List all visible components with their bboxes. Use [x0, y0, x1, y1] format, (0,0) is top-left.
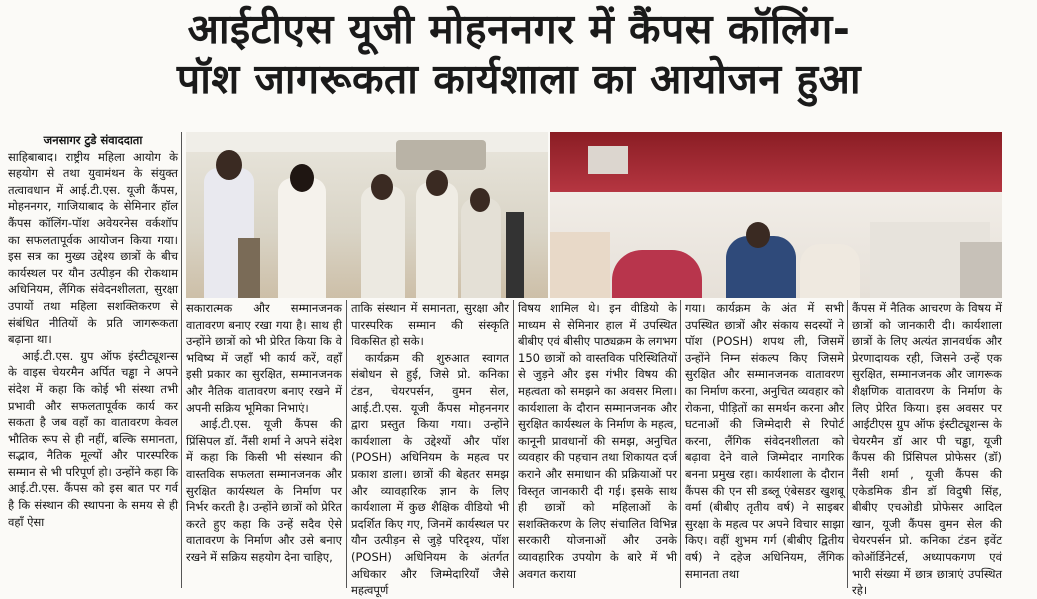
col5-paragraph-1: गया। कार्यक्रम के अंत में सभी उपस्थित छात्रों और संकाय सदस्यों ने पॉश (POSH) शपथ ली, जिसमें उन्होंने निम्न संकल्प किए जिसमे सुरक्षित और सम्मानजनक वातावरण का निर्माण करना, अनुचित व्यवहार को रोकना, पीड़ितों का समर्थन करना और घटनाओं की जिम्मेदारी से रिपोर्ट करना, लैंगिक संवेदनशीलता को बढ़ावा देने वाले जिम्मेदार नागरिक बनना प्रमुख रहा। कार्यशाला के दौरान कैंपस की एन सी डब्लू एंबेसडर खुशबू वर्मा (बीबीए तृतीय वर्ष) ने साइबर सुरक्षा के महत्व पर अपने विचार साझा किए। वहीं शुभम गर्ग (बीबीए द्वितीय वर्ष) ने दहेज अधिनियम, लैंगिक समानता तथा	[685, 301, 844, 581]
col3-paragraph-2: कार्यक्रम की शुरुआत स्वागत संबोधन से हुई, जिसे प्रो. कनिका टंडन, चेयरपर्सन, वुमन सेल, आई.टी.एस. यूजी कैंपस मोहननगर द्वारा प्रस्तुत किया गया। उन्होंने कार्यशाला के उद्देश्यों और पॉश (POSH) अधिनियम के महत्व पर प्रकाश डाला। छात्रों की बेहतर समझ और व्यावहारिक ज्ञान के लिए कार्यशाला में कुछ शैक्षिक वीडियो भी प्रदर्शित किए गए, जिनमें कार्यस्थल पर यौन उत्पीड़न से जुड़े परिदृश्य, पॉश (POSH) अधिनियम के अंतर्गत अधिकार और जिम्मेदारियाँ जैसे महत्वपूर्ण	[351, 350, 509, 598]
col3-paragraph-1: ताकि संस्थान में समानता, सुरक्षा और पारस्परिक सम्मान की संस्कृति विकसित हो सके।	[351, 301, 509, 349]
col4-paragraph-1: विषय शामिल थे। इन वीडियो के माध्यम से सेमिनार हाल में उपस्थित बीबीए एवं बीसीए पाठ्यक्रम के लगभग 150 छात्रों को वास्तविक परिस्थितियों से जुड़ने और इस गंभीर विषय की महत्वता को समझने का अवसर मिला। कार्यशाला के दौरान सम्मानजनक और सुरक्षित कार्यस्थल के निर्माण के महत्व, कानूनी प्रावधानों की समझ, अनुचित व्यवहार की पहचान तथा शिकायत दर्ज कराने और समाधान की प्रक्रियाओं पर विस्तृत जानकारी दी गई। इसके साथ ही छात्रों को महिलाओं के सशक्तिकरण के लिए संचालित विभिन्न सरकारी योजनाओं और उनके व्यावहारिक उपयोग के बारे में भी अवगत कराया	[518, 301, 678, 581]
byline: जनसागर टुडे संवाददाता	[43, 133, 143, 147]
col6-paragraph-1: कैंपस में नैतिक आचरण के विषय में छात्रों को जानकारी दी। कार्यशाला छात्रों के लिए अत्यंत ज्ञानवर्धक और प्रेरणादायक रही, जिसने उन्हें एक सुरक्षित, सम्मानजनक और जागरूक शैक्षणिक वातावरण के निर्माण के लिए प्रेरित किया। इस अवसर पर आईटीएस ग्रुप ऑफ इंस्टीट्यूशन्स के चेयरमैन डॉ आर पी चड्ढा, यूजी कैंपस की प्रिंसिपल प्रोफेसर (डॉ) नैंसी शर्मा , यूजी कैंपस की एकेडमिक डीन डॉ विदुषी सिंह, बीबीए एचओडी प्रोफेसर आदिल खान, यूजी कैंपस वुमन सेल की चेयरपर्सन प्रो. कनिका टंडन इवेंट को‌ऑर्डिनेटर्स, अध्यापकगण एवं भारी संख्या में छात्र छात्राएं उपस्थित रहे।	[852, 301, 1002, 598]
headline	[8, 4, 1030, 104]
headline-line-2: पॉश जागरूकता कार्यशाला का आयोजन हुआ	[176, 55, 862, 103]
article-column-2	[186, 300, 342, 566]
column-divider	[513, 300, 514, 588]
article-column-4	[518, 300, 677, 582]
col2-paragraph-2: आई.टी.एस. यूजी कैंपस की प्रिंसिपल डॉ. नैंसी शर्मा ने अपने संदेश में कहा कि किसी भी संस्थान की वास्तविक सफलता सम्मानजनक और सुरक्षित कार्यस्थल के निर्माण पर निर्भर करती है। उन्होंने छात्रों को प्रेरित करते हुए कहा कि उन्हें सदैव ऐसे वातावरण के निर्माण और उसे बनाए रखने में सक्रिय सहयोग देना चाहिए,	[186, 417, 342, 564]
article-column-5	[685, 300, 844, 582]
headline-line-1: आईटीएस यूजी मोहननगर में कैंपस कॉलिंग-	[187, 5, 851, 53]
column-divider	[346, 300, 347, 588]
column-divider	[181, 132, 182, 588]
photo-oath-students	[550, 132, 1002, 298]
column-divider	[680, 300, 681, 588]
article-column-3	[351, 300, 509, 599]
photo-oath-staff	[186, 132, 548, 298]
article-column-6	[852, 300, 1002, 599]
photo-strip	[186, 132, 1002, 298]
col1-paragraph-2: आई.टी.एस. ग्रुप ऑफ इंस्टीट्यूशन्स के वाइस चेयरमैन अर्पित चड्ढा ने अपने संदेश में कहा कि कोई भी संस्था तभी प्रभावी और सफलतापूर्वक कार्य कर सकता है जब वहाँ का वातावरण केवल भौतिक रूप से ही नहीं, बल्कि समानता, सद्भाव, नैतिक मूल्यों और पारस्परिक सम्मान से भी परिपूर्ण हो। उन्होंने कहा कि आई.टी.एस. कैंपस को इस बात पर गर्व है कि संस्थान की स्थापना के समय से ही वहाँ ऐसा	[8, 348, 178, 529]
article-column-1	[8, 132, 178, 530]
col1-paragraph-1: साहिबाबाद। राष्ट्रीय महिला आयोग के सहयोग से तथा युवामंथन के संयुक्त तत्वावधान में आई.टी.एस. यूजी कैंपस, मोहननगर, गाजियाबाद के सेमिनार हॉल कैंपस कॉलिंग-पॉश अवेयरनेस वर्कशॉप का सफलतापूर्वक आयोजन किया गया। इस सत्र का मुख्य उद्देश्य छात्रों के बीच कार्यस्थल पर यौन उत्पीड़न की रोकथाम अधिनियम, लैंगिक संवेदनशीलता, सुरक्षा उपायों तथा महिला सशक्तिकरण से संबंधित नीतियों के प्रति जागरूकता बढ़ाना था।	[8, 149, 178, 347]
column-divider	[847, 300, 848, 588]
col2-paragraph-1: सकारात्मक और सम्मानजनक वातावरण बनाए रखा गया है। साथ ही उन्होंने छात्रों को भी प्रेरित किया कि वे भविष्य में जहाँ भी कार्य करें, वहाँ इसी प्रकार का सुरक्षित, सम्मानजनक और नैतिक वातावरण बनाए रखने में अपनी सक्रिय भूमिका निभाएं।	[186, 301, 342, 415]
